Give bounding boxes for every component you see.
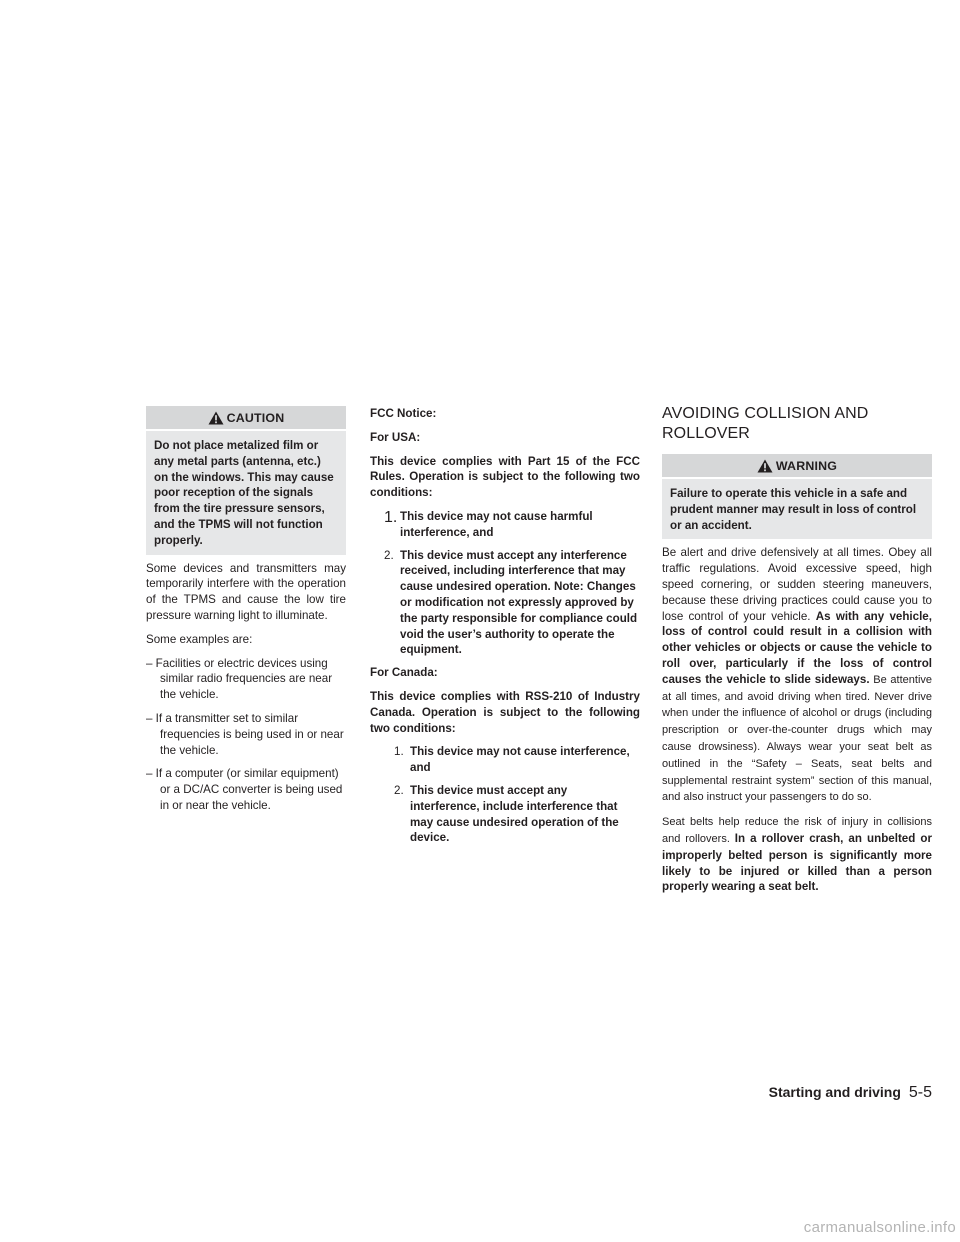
warning-title: WARNING	[775, 458, 838, 473]
example-item-1: – Facilities or electric devices using similar radio frequencies are near the vehicle.	[146, 656, 333, 702]
drive-paragraph-part-3: Be attentive at all times, and avoid driving when tired. Never drive when under the influence of alcohol or drugs (including prescription or over-the-counter drugs which may cause drowsiness). Always wear your seat belt as outlined in the “Safety – Seats, seat belts and supplemental restraint system” section of this manual, and also instruct your passengers to do so.	[662, 673, 933, 804]
canada-heading: For Canada:	[370, 666, 438, 680]
page-footer	[769, 1084, 932, 1102]
canada-condition-2-number: 2.	[394, 783, 404, 797]
usa-condition-2-text: This device must accept any interference received, including interference that may cause undesired operation. Note: Changes or modification not expressly approved by the party responsible for compliance could void the user’s authority to operate the equipment.	[400, 548, 638, 657]
example-item-2: – If a transmitter set to similar frequencies is being used in or near the vehicle.	[146, 711, 344, 757]
caution-text: Do not place metalized film or any metal parts (antenna, etc.) on the windows. This may cause poor reception of the signals from the tire pressure sensors, and the TPMS will not function properly.	[146, 431, 346, 555]
usa-condition-1-number: 1.	[384, 508, 398, 526]
drive-defensively-paragraph	[662, 545, 932, 806]
canada-condition-1-text: This device may not cause interference, and	[410, 745, 630, 775]
seat-belt-paragraph-part-1: Seat belts help reduce the risk of injury in collisions and rollovers.	[662, 816, 932, 845]
seat-belt-paragraph	[662, 814, 932, 895]
canada-condition-1	[370, 744, 640, 776]
canada-condition-2	[370, 783, 640, 846]
usa-text: This device complies with Part 15 of the FCC Rules. Operation is subject to the following two conditions:	[370, 454, 640, 500]
warning-triangle-icon	[208, 411, 224, 425]
canada-condition-1-number: 1.	[394, 745, 404, 759]
warning-text: Failure to operate this vehicle in a safe and prudent manner may result in loss of control or an accident.	[662, 479, 932, 539]
watermark: carmanualsonline.info	[803, 1219, 956, 1236]
caution-header	[146, 406, 346, 429]
drive-paragraph-part-2: As with any vehicle, loss of control could result in a collision with other vehicles or objects or cause the vehicle to roll over, particularly if the loss of control causes the vehicle to slide sideways.	[662, 609, 932, 686]
usa-heading: For USA:	[370, 430, 421, 444]
usa-condition-2	[370, 548, 640, 659]
example-item-3: – If a computer (or similar equipment) or a DC/AC converter is being used in or near the vehicle.	[146, 767, 343, 812]
usa-condition-1-text: This device may not cause harmful interference, and	[400, 509, 593, 539]
section-title: AVOIDING COLLISION AND ROLLOVER	[662, 405, 869, 442]
chapter-name: Starting and driving	[768, 1084, 901, 1100]
canada-text: This device complies with RSS-210 of Industry Canada. Operation is subject to the following two conditions:	[370, 689, 640, 735]
drive-paragraph-part-1: Be alert and drive defensively at all times. Obey all traffic regulations. Avoid excessive speed, high speed cornering, or sudden steering maneuvers, because these driving practices could cause you to lose control of your vehicle.	[662, 546, 932, 623]
middle-column	[370, 406, 640, 853]
fcc-notice-heading: FCC Notice:	[370, 407, 437, 420]
warning-header	[662, 454, 932, 477]
canada-condition-2-text: This device must accept any interference, include interference that may cause undesired operation of the device.	[410, 783, 619, 845]
left-column	[146, 406, 346, 822]
seat-belt-paragraph-part-2: In a rollover crash, an unbelted or improperly belted person is significantly more likely to be injured or killed than a person properly wearing a seat belt.	[662, 831, 932, 894]
caution-title: CAUTION	[226, 410, 285, 425]
warning-triangle-icon	[757, 459, 773, 473]
usa-condition-2-number: 2.	[384, 548, 394, 562]
interference-paragraph: Some devices and transmitters may temporarily interfere with the operation of the TPMS and cause the low tire pressure warning light to illuminate.	[146, 561, 346, 622]
right-column	[662, 406, 932, 903]
usa-condition-1	[370, 509, 640, 541]
examples-intro: Some examples are:	[146, 632, 253, 646]
page-number: 5-5	[908, 1084, 932, 1101]
